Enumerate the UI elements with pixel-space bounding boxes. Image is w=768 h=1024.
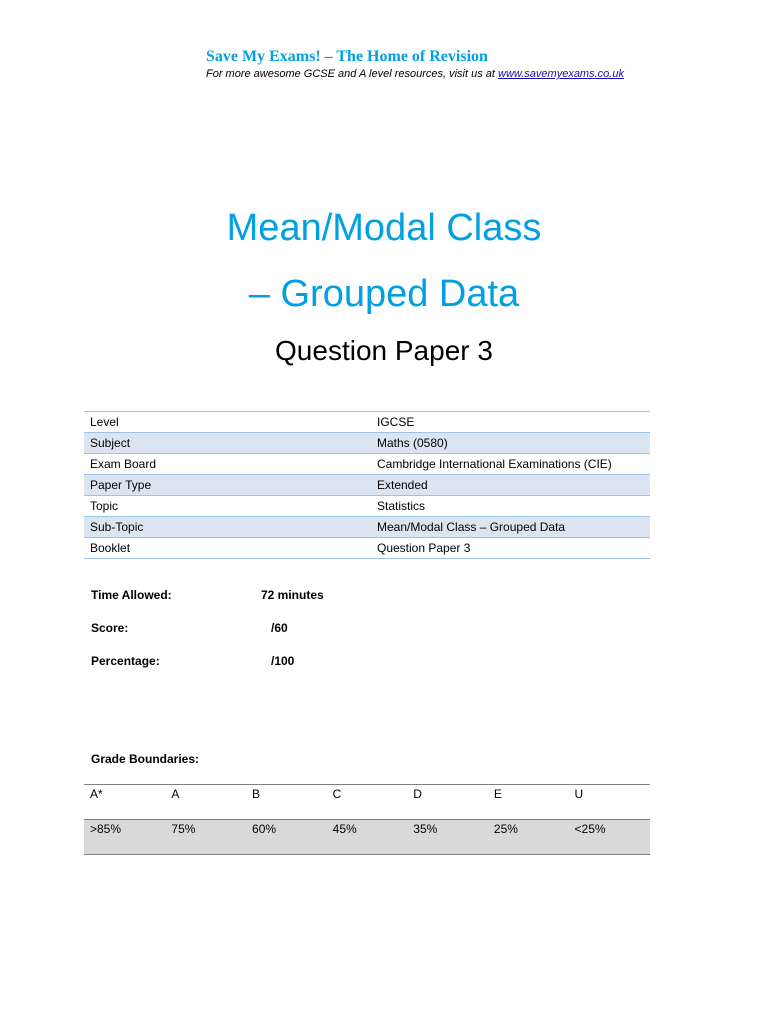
grade-row bbox=[84, 785, 650, 820]
document-title-line-2: – Grouped Data bbox=[248, 273, 520, 315]
grade-cell: B bbox=[246, 785, 327, 820]
grade-boundaries-table bbox=[84, 784, 650, 855]
details-row bbox=[84, 454, 650, 475]
threshold-row bbox=[84, 820, 650, 855]
grade-cell: A bbox=[165, 785, 246, 820]
score-value: /60 bbox=[271, 621, 288, 635]
details-label: Exam Board bbox=[90, 457, 157, 471]
threshold-cell: 45% bbox=[327, 820, 408, 855]
threshold-cell: 60% bbox=[246, 820, 327, 855]
threshold-cell: <25% bbox=[569, 820, 650, 855]
percentage-value: /100 bbox=[271, 654, 295, 668]
score-label: Score: bbox=[91, 621, 129, 635]
details-value: Question Paper 3 bbox=[377, 541, 471, 555]
time-allowed-value: 72 minutes bbox=[261, 588, 324, 602]
percentage-label: Percentage: bbox=[91, 654, 160, 668]
details-row bbox=[84, 475, 650, 496]
details-label: Paper Type bbox=[90, 478, 152, 492]
details-value: Extended bbox=[377, 478, 428, 492]
details-row bbox=[84, 496, 650, 517]
details-label: Level bbox=[90, 415, 119, 429]
promo-line bbox=[206, 68, 624, 80]
details-row bbox=[84, 412, 650, 433]
grade-cell: C bbox=[327, 785, 408, 820]
threshold-cell: >85% bbox=[84, 820, 165, 855]
grade-cell: U bbox=[569, 785, 650, 820]
site-title: Save My Exams! – The Home of Revision bbox=[206, 48, 488, 65]
grade-cell: D bbox=[407, 785, 488, 820]
details-value: Mean/Modal Class – Grouped Data bbox=[377, 520, 566, 534]
document-title-line-1: Mean/Modal Class bbox=[226, 207, 542, 249]
details-label: Booklet bbox=[90, 541, 131, 555]
details-value: Statistics bbox=[377, 499, 426, 513]
details-value: Cambridge International Examinations (CIE) bbox=[377, 457, 612, 471]
details-row bbox=[84, 433, 650, 454]
grade-boundaries-title: Grade Boundaries: bbox=[91, 752, 200, 766]
details-row bbox=[84, 517, 650, 538]
details-label: Topic bbox=[90, 499, 119, 513]
details-label: Subject bbox=[90, 436, 131, 450]
threshold-cell: 35% bbox=[407, 820, 488, 855]
threshold-cell: 25% bbox=[488, 820, 569, 855]
details-row bbox=[84, 538, 650, 559]
details-value: Maths (0580) bbox=[377, 436, 448, 450]
details-table bbox=[84, 411, 650, 559]
details-label: Sub-Topic bbox=[90, 520, 144, 534]
time-allowed-label: Time Allowed: bbox=[91, 588, 172, 602]
threshold-cell: 75% bbox=[165, 820, 246, 855]
website-link[interactable]: www.savemyexams.co.uk bbox=[498, 68, 624, 80]
paper-label: Question Paper 3 bbox=[275, 335, 493, 366]
grade-cell: A* bbox=[84, 785, 165, 820]
promo-text: For more awesome GCSE and A level resources, visit us at bbox=[206, 68, 499, 80]
grade-cell: E bbox=[488, 785, 569, 820]
details-value: IGCSE bbox=[377, 415, 415, 429]
